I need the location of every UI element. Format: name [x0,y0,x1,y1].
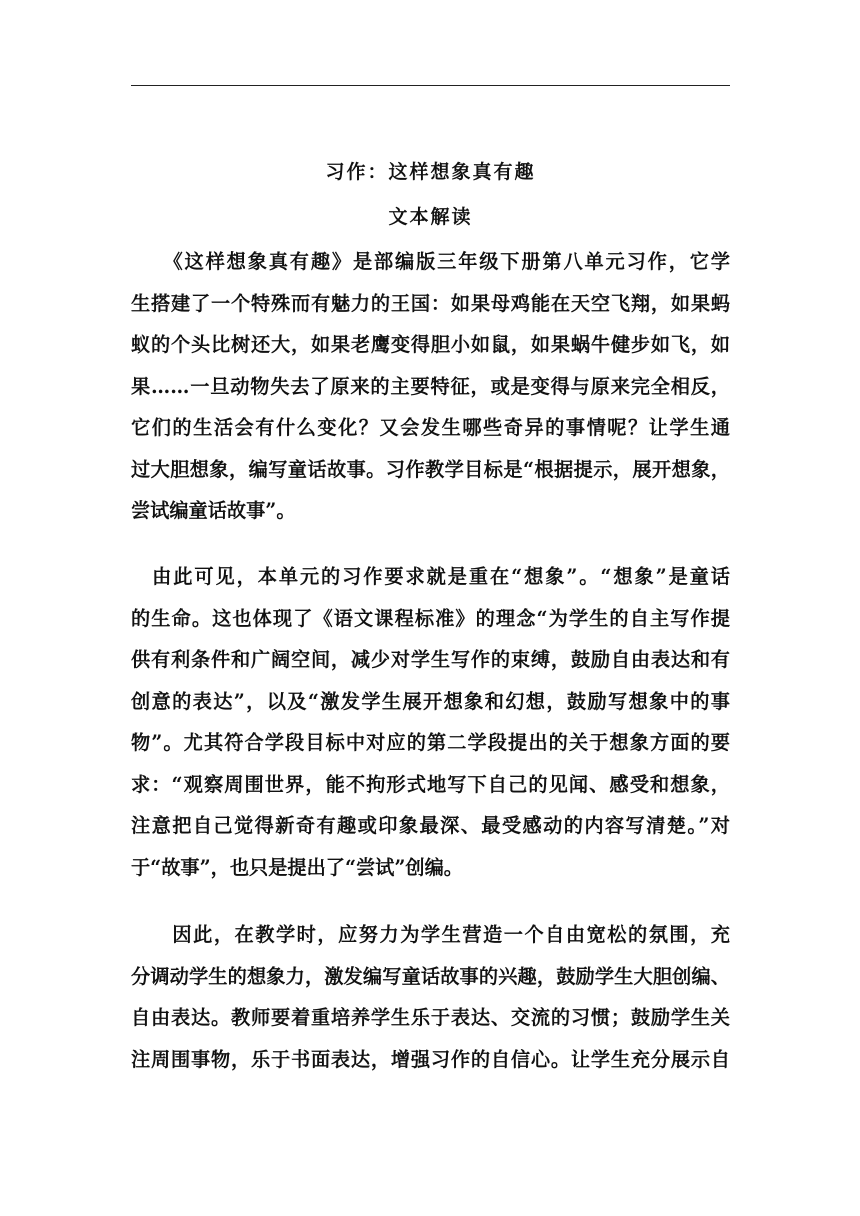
text-line: 分调动学生的想象力，激发编写童话故事的兴趣，鼓励学生大胆创编、 [131,964,730,988]
text-line: 物”。尤其符合学段目标中对应的第二学段提出的关于想象方面的要 [131,731,730,754]
document-title: 习作：这样想象真有趣 [325,161,536,183]
document-subtitle: 文本解读 [388,206,473,228]
header-rule [131,85,730,86]
paragraph-teaching [131,914,730,1080]
text-line: 注周围事物，乐于书面表达，增强习作的自信心。让学生充分展示自 [131,1047,730,1071]
text-line: 它们的生活会有什么变化？又会发生哪些奇异的事情呢？让学生通 [131,416,730,439]
paragraph-intro [131,241,730,532]
text-line: 《这样想象真有趣》是部编版三年级下册第八单元习作，它学 [131,250,730,273]
text-line: 果……一旦动物失去了原来的主要特征，或是变得与原来完全相反， [131,374,730,398]
text-line: 注意把自己觉得新奇有趣或印象最深、最受感动的内容写清楚。”对 [131,814,730,837]
text-line: 创意的表达”，以及“激发学生展开想象和幻想，鼓励写想象中的事 [131,689,730,713]
paragraph-analysis [131,556,730,888]
text-line: 由此可见，本单元的习作要求就是重在“想象”。“想象”是童话 [131,565,730,588]
text-line: 自由表达。教师要着重培养学生乐于表达、交流的习惯；鼓励学生关 [131,1006,730,1029]
text-line: 的生命。这也体现了《语文课程标准》的理念“为学生的自主写作提 [131,606,730,630]
text-line: 于“故事”，也只是提出了“尝试”创编。 [131,855,463,879]
text-line: 求：“观察周围世界，能不拘形式地写下自己的见闻、感受和想象， [131,772,730,796]
text-line: 供有利条件和广阔空间，减少对学生写作的束缚，鼓励自由表达和有 [131,648,730,671]
text-line: 因此，在教学时，应努力为学生营造一个自由宽松的氛围，充 [131,923,730,946]
text-line: 生搭建了一个特殊而有魅力的王国：如果母鸡能在天空飞翔，如果蚂 [131,291,730,315]
text-line: 蚁的个头比树还大，如果老鹰变得胆小如鼠，如果蜗牛健步如飞，如 [131,333,730,356]
text-line: 过大胆想象，编写童话故事。习作教学目标是“根据提示，展开想象， [131,457,730,481]
text-line: 尝试编童话故事”。 [131,499,296,522]
